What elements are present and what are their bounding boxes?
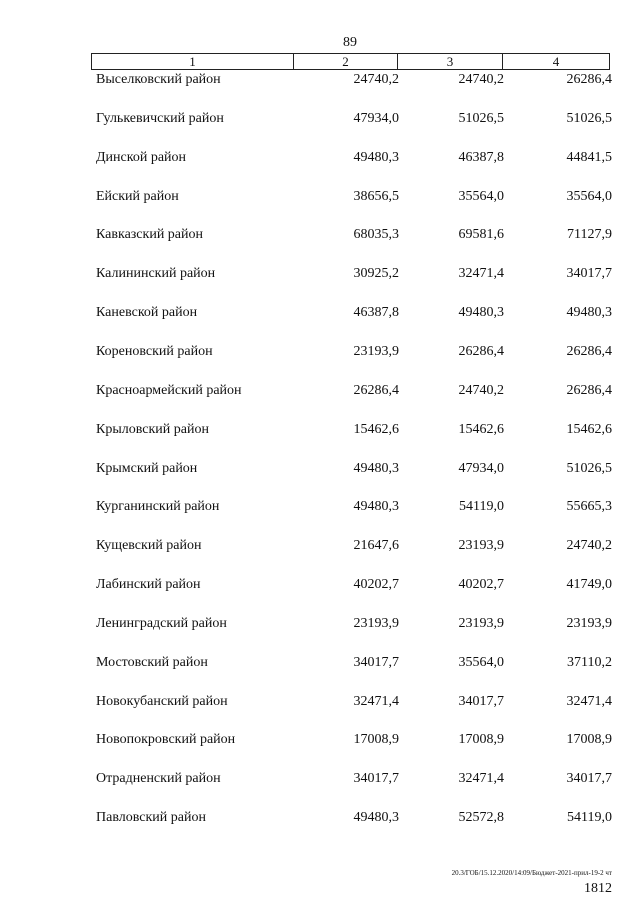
value-col-2: 23193,9	[353, 344, 399, 359]
value-col-2: 17008,9	[353, 732, 399, 747]
value-col-3: 49480,3	[458, 305, 504, 320]
value-col-4: 26286,4	[566, 344, 612, 359]
value-col-3: 35564,0	[458, 655, 504, 670]
district-name: Красноармейский район	[96, 383, 242, 398]
column-header-3: 3	[398, 54, 503, 70]
value-col-4: 32471,4	[566, 694, 612, 709]
value-col-2: 49480,3	[353, 499, 399, 514]
value-col-2: 23193,9	[353, 616, 399, 631]
value-col-2: 40202,7	[353, 577, 399, 592]
footer-page-number: 1812	[584, 881, 612, 896]
table-row	[0, 72, 640, 92]
value-col-4: 51026,5	[566, 111, 612, 126]
table-row	[0, 189, 640, 209]
table-row	[0, 344, 640, 364]
table-row	[0, 422, 640, 442]
value-col-2: 49480,3	[353, 150, 399, 165]
value-col-3: 40202,7	[458, 577, 504, 592]
value-col-2: 26286,4	[353, 383, 399, 398]
value-col-3: 52572,8	[458, 810, 504, 825]
value-col-4: 41749,0	[566, 577, 612, 592]
district-name: Крымский район	[96, 461, 198, 476]
column-header-4: 4	[503, 54, 610, 70]
value-col-3: 34017,7	[458, 694, 504, 709]
table-row	[0, 538, 640, 558]
value-col-2: 46387,8	[353, 305, 399, 320]
value-col-2: 30925,2	[353, 266, 399, 281]
table-row	[0, 655, 640, 675]
district-name: Выселковский район	[96, 72, 221, 87]
district-name: Кореновский район	[96, 344, 213, 359]
district-name: Новокубанский район	[96, 694, 228, 709]
value-col-2: 21647,6	[353, 538, 399, 553]
value-col-3: 32471,4	[458, 771, 504, 786]
district-name: Ленинградский район	[96, 616, 227, 631]
table-row	[0, 771, 640, 791]
value-col-3: 17008,9	[458, 732, 504, 747]
column-header-table	[91, 53, 610, 70]
table-row	[0, 383, 640, 403]
value-col-3: 24740,2	[458, 383, 504, 398]
value-col-3: 35564,0	[458, 189, 504, 204]
value-col-2: 34017,7	[353, 771, 399, 786]
value-col-4: 24740,2	[566, 538, 612, 553]
value-col-3: 46387,8	[458, 150, 504, 165]
value-col-4: 23193,9	[566, 616, 612, 631]
district-name: Павловский район	[96, 810, 206, 825]
value-col-2: 49480,3	[353, 461, 399, 476]
value-col-4: 35564,0	[566, 189, 612, 204]
value-col-3: 24740,2	[458, 72, 504, 87]
value-col-4: 37110,2	[567, 655, 612, 670]
district-name: Крыловский район	[96, 422, 209, 437]
value-col-3: 47934,0	[458, 461, 504, 476]
table-row	[0, 461, 640, 481]
value-col-2: 34017,7	[353, 655, 399, 670]
district-name: Калининский район	[96, 266, 216, 281]
table-row	[0, 694, 640, 714]
value-col-4: 51026,5	[566, 461, 612, 476]
value-col-2: 32471,4	[353, 694, 399, 709]
value-col-3: 32471,4	[458, 266, 504, 281]
value-col-4: 15462,6	[566, 422, 612, 437]
district-name: Курганинский район	[96, 499, 220, 514]
table-row	[0, 499, 640, 519]
value-col-3: 26286,4	[458, 344, 504, 359]
value-col-2: 47934,0	[353, 111, 399, 126]
page-number: 89	[343, 35, 357, 50]
district-name: Кущевский район	[96, 538, 202, 553]
value-col-4: 44841,5	[566, 150, 612, 165]
table-row	[0, 810, 640, 830]
table-row	[0, 732, 640, 752]
value-col-2: 24740,2	[353, 72, 399, 87]
table-row	[0, 577, 640, 597]
value-col-4: 55665,3	[566, 499, 612, 514]
value-col-2: 38656,5	[353, 189, 399, 204]
value-col-4: 34017,7	[566, 771, 612, 786]
value-col-3: 69581,6	[458, 227, 504, 242]
value-col-2: 49480,3	[353, 810, 399, 825]
table-row	[0, 616, 640, 636]
value-col-3: 51026,5	[458, 111, 504, 126]
district-name: Кавказский район	[96, 227, 204, 242]
value-col-4: 49480,3	[566, 305, 612, 320]
column-header-1: 1	[92, 54, 294, 70]
table-row	[0, 150, 640, 170]
district-name: Каневской район	[96, 305, 198, 320]
value-col-4: 54119,0	[567, 810, 612, 825]
value-col-4: 26286,4	[566, 383, 612, 398]
value-col-2: 15462,6	[353, 422, 399, 437]
value-col-4: 34017,7	[566, 266, 612, 281]
value-col-3: 23193,9	[458, 616, 504, 631]
district-name: Новопокровский район	[96, 732, 236, 747]
table-row	[0, 305, 640, 325]
value-col-4: 71127,9	[567, 227, 612, 242]
district-name: Динской район	[96, 150, 187, 165]
table-row	[0, 266, 640, 286]
value-col-3: 54119,0	[459, 499, 504, 514]
district-name: Ейский район	[96, 189, 179, 204]
column-header-2: 2	[294, 54, 398, 70]
table-row	[0, 227, 640, 247]
value-col-4: 26286,4	[566, 72, 612, 87]
table-row	[0, 111, 640, 131]
value-col-3: 15462,6	[458, 422, 504, 437]
value-col-2: 68035,3	[353, 227, 399, 242]
district-name: Отрадненский район	[96, 771, 221, 786]
district-name: Гулькевичский район	[96, 111, 224, 126]
value-col-4: 17008,9	[566, 732, 612, 747]
footer-document-code: 20.3/ГОБ/15.12.2020/14:09/Бюджет-2021-прил-19-2 чт	[451, 869, 612, 877]
district-name: Лабинский район	[96, 577, 201, 592]
value-col-3: 23193,9	[458, 538, 504, 553]
district-name: Мостовский район	[96, 655, 208, 670]
column-header-row	[92, 54, 610, 70]
